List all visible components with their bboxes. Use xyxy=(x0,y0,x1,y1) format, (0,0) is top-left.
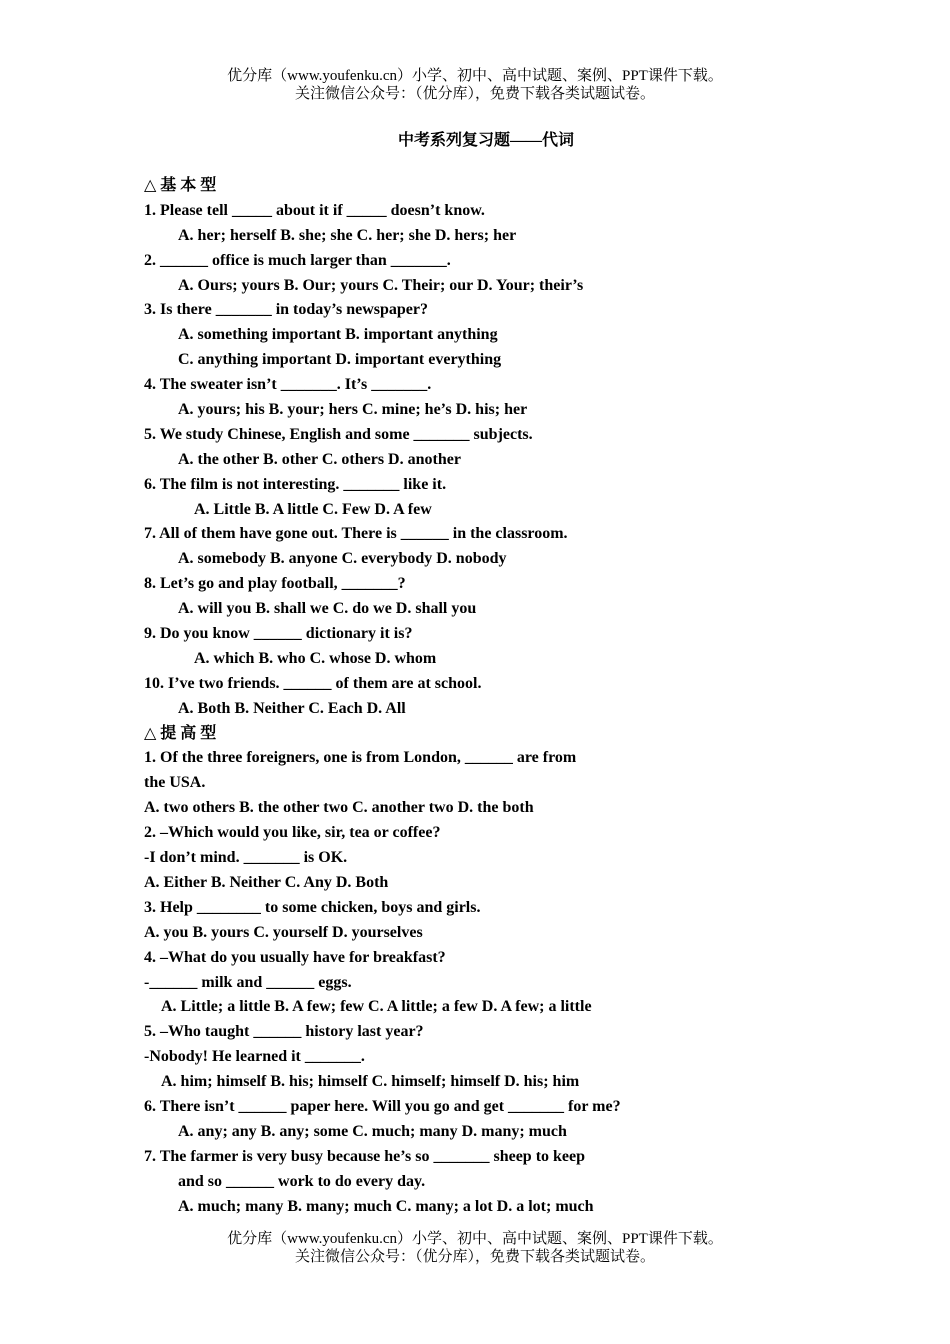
question-line: 6. The film is not interesting. _______ like it. xyxy=(144,475,447,493)
question-line: A. you B. yours C. yourself D. yourselves xyxy=(144,923,423,941)
question-line: 9. Do you know ______ dictionary it is? xyxy=(144,625,413,643)
answer-options: A. Little B. A little C. Few D. A few xyxy=(194,500,432,518)
answer-options: and so ______ work to do every day. xyxy=(178,1172,426,1190)
question-line: 3. Help ________ to some chicken, boys and girls. xyxy=(144,898,481,916)
question-line: A. Either B. Neither C. Any D. Both xyxy=(144,873,389,891)
question-line: 7. All of them have gone out. There is ______ in the classroom. xyxy=(144,525,568,543)
question-line: 5. We study Chinese, English and some _______ subjects. xyxy=(144,425,533,443)
answer-options: A. her; herself B. she; she C. her; she D. hers; her xyxy=(178,226,517,244)
answer-options: A. any; any B. any; some C. much; many D. many; much xyxy=(178,1122,567,1140)
page-footer-line-1: 优分库（www.youfenku.cn）小学、初中、高中试题、案例、PPT课件下载。 xyxy=(227,1231,723,1247)
question-line: 7. The farmer is very busy because he’s so _______ sheep to keep xyxy=(144,1147,586,1165)
page-header-line-2: 关注微信公众号：（优分库），免费下载各类试题试卷。 xyxy=(294,86,655,102)
answer-options: C. anything important D. important everything xyxy=(178,351,502,369)
question-line: 5. –Who taught ______ history last year? xyxy=(144,1023,424,1041)
answer-options: A. Little; a little B. A few; few C. A little; a few D. A few; a little xyxy=(161,998,592,1016)
answer-options: A. will you B. shall we C. do we D. shall you xyxy=(178,600,477,618)
answer-options: A. Ours; yours B. Our; yours C. Their; our D. Your; their’s xyxy=(178,276,584,294)
question-list xyxy=(144,174,844,1219)
section-heading: △ 提 高 型 xyxy=(144,724,217,742)
question-line: -______ milk and ______ eggs. xyxy=(144,973,352,991)
answer-options: A. Both B. Neither C. Each D. All xyxy=(178,699,406,717)
question-line: 10. I’ve two friends. ______ of them are at school. xyxy=(144,674,482,692)
question-line: 3. Is there _______ in today’s newspaper? xyxy=(144,301,429,319)
question-line: the USA. xyxy=(144,774,206,792)
question-line: 2. ______ office is much larger than _______. xyxy=(144,251,451,269)
answer-options: A. much; many B. many; much C. many; a lot D. a lot; much xyxy=(178,1197,594,1215)
answer-options: A. yours; his B. your; hers C. mine; he’s D. his; her xyxy=(178,401,528,419)
question-line: 2. –Which would you like, sir, tea or coffee? xyxy=(144,824,441,842)
section-heading: △ 基 本 型 xyxy=(144,177,217,194)
page-footer-line-2: 关注微信公众号：（优分库），免费下载各类试题试卷。 xyxy=(294,1249,655,1265)
question-line: A. two others B. the other two C. another two D. the both xyxy=(144,799,534,817)
answer-options: A. somebody B. anyone C. everybody D. nobody xyxy=(178,550,507,568)
question-line: 4. –What do you usually have for breakfast? xyxy=(144,948,446,966)
answer-options: A. something important B. important anything xyxy=(178,326,498,344)
page-header-line-1: 优分库（www.youfenku.cn）小学、初中、高中试题、案例、PPT课件下载。 xyxy=(227,68,723,84)
answer-options: A. which B. who C. whose D. whom xyxy=(194,649,437,667)
document-title: 中考系列复习题——代词 xyxy=(397,132,574,149)
question-line: 6. There isn’t ______ paper here. Will you go and get _______ for me? xyxy=(144,1097,621,1115)
question-line: 1. Please tell _____ about it if _____ doesn’t know. xyxy=(144,201,485,219)
question-line: -I don’t mind. _______ is OK. xyxy=(144,849,348,867)
answer-options: A. the other B. other C. others D. another xyxy=(178,450,461,468)
question-line: 1. Of the three foreigners, one is from London, ______ are from xyxy=(144,749,577,767)
question-line: -Nobody! He learned it _______. xyxy=(144,1048,365,1066)
answer-options: A. him; himself B. his; himself C. himself; himself D. his; him xyxy=(161,1073,580,1091)
question-line: 4. The sweater isn’t _______. It’s _______. xyxy=(144,376,432,394)
question-line: 8. Let’s go and play football, _______? xyxy=(144,575,406,593)
